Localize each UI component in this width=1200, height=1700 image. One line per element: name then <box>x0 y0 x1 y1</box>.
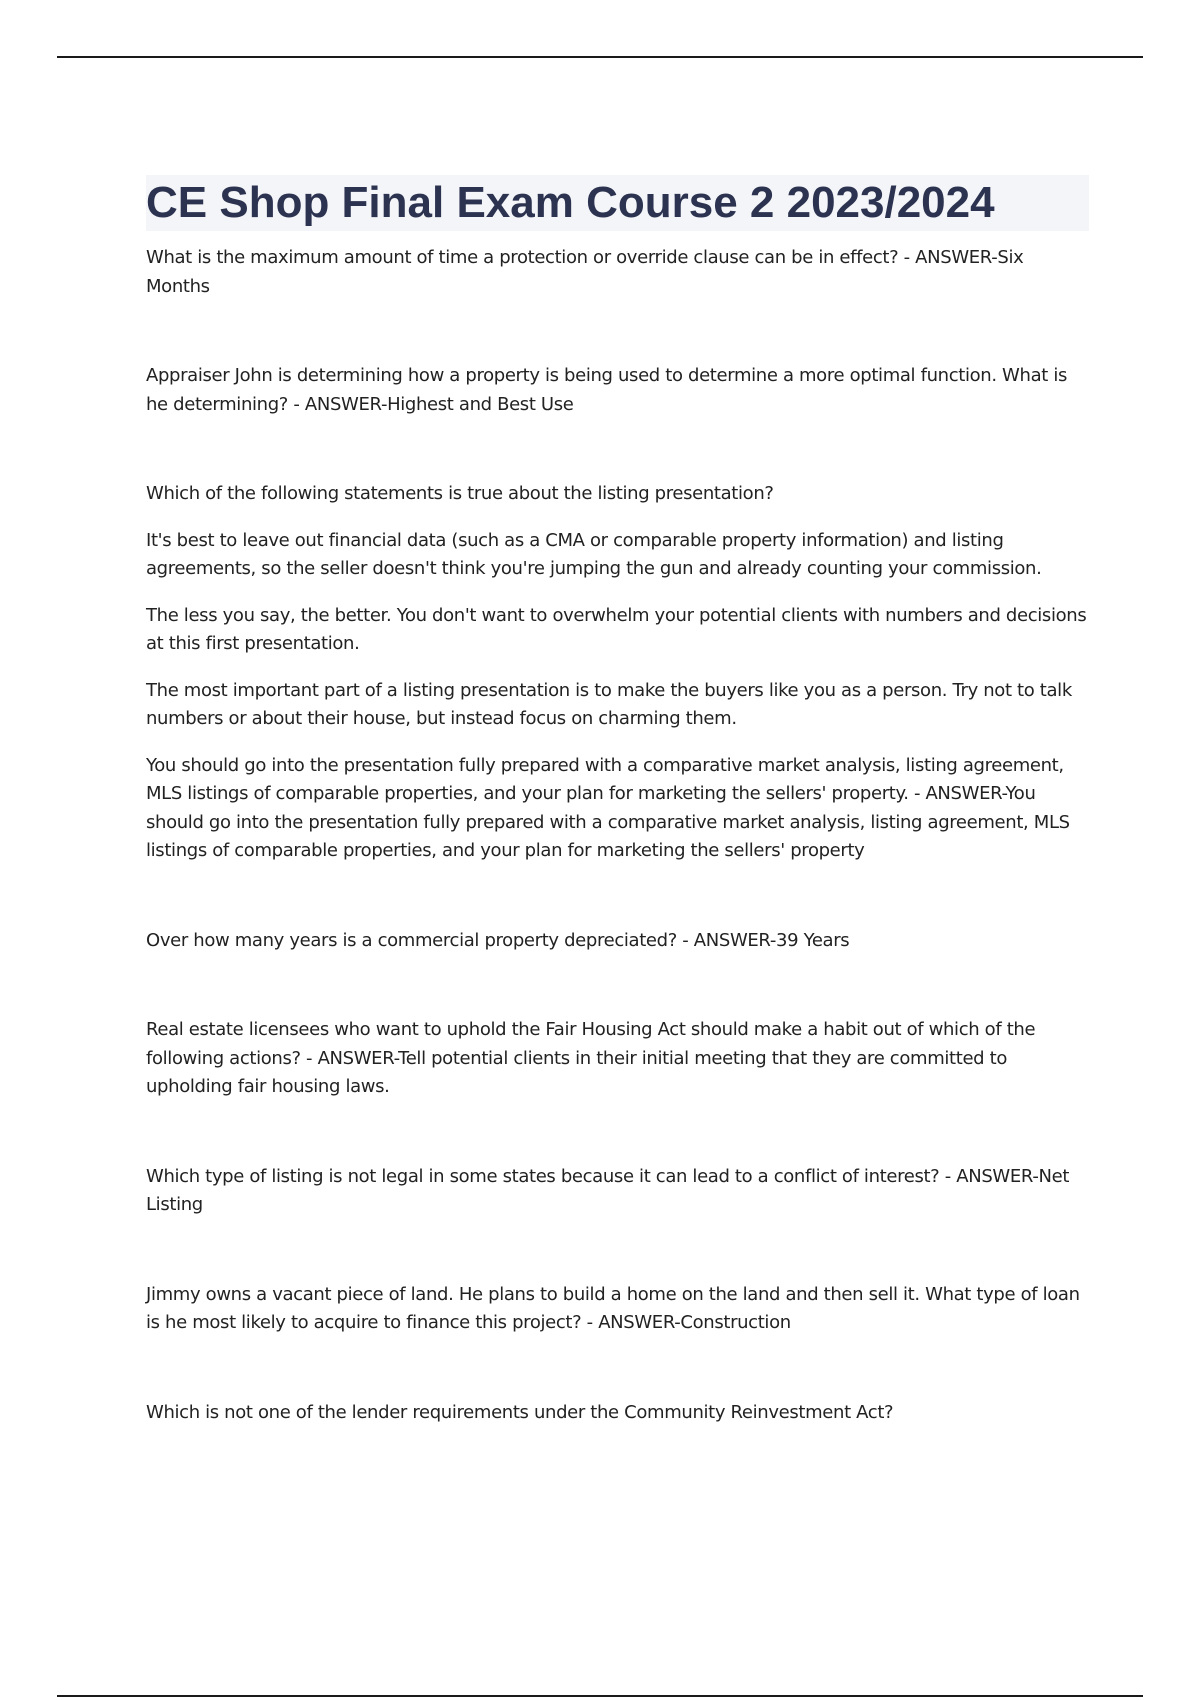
qa-option-1: It's best to leave out financial data (such as a CMA or comparable property information) and listing agreements, so the seller doesn't think you're jumping the gun and already counting your commission. <box>146 529 1042 579</box>
qa-item-4 <box>146 927 1089 956</box>
bottom-divider <box>57 1695 1143 1697</box>
qa-text: Which type of listing is not legal in some states because it can lead to a conflict of interest? - ANSWER-Net Listing <box>146 1165 1070 1215</box>
qa-item-3 <box>146 480 1089 866</box>
qa-option-2: The less you say, the better. You don't want to overwhelm your potential clients with numbers and decisions at this first presentation. <box>146 604 1087 654</box>
qa-text: Which is not one of the lender requirements under the Community Reinvestment Act? <box>146 1401 894 1423</box>
qa-question: Which of the following statements is true about the listing presentation? <box>146 483 774 504</box>
qa-text: Real estate licensees who want to uphold the Fair Housing Act should make a habit out of which of the following actions? - ANSWER-Tell potential clients in their initial meeting that they are committed to upholding fair housing laws. <box>146 1019 1036 1097</box>
qa-option-3: The most important part of a listing presentation is to make the buyers like you as a person. Try not to talk numbers or about their house, but instead focus on charming them. <box>146 679 1072 729</box>
top-divider <box>57 56 1143 58</box>
qa-text: Over how many years is a commercial property depreciated? - ANSWER-39 Years <box>146 929 850 951</box>
qa-item-8 <box>146 1399 1089 1428</box>
qa-item-7 <box>146 1281 1089 1338</box>
qa-text: Jimmy owns a vacant piece of land. He plans to build a home on the land and then sell it. What type of loan is he most likely to acquire to finance this project? - ANSWER-Construction <box>146 1283 1080 1333</box>
qa-item-5 <box>146 1016 1089 1102</box>
page-title: CE Shop Final Exam Course 2 2023/2024 <box>146 175 1089 231</box>
qa-option-4-answer: You should go into the presentation fully prepared with a comparative market analysis, listing agreement, MLS listings of comparable properties, and your plan for marketing the sellers' property. - ANSWER-You should go into the presentation fully prepared with a comparative market analysis, listing agreement, MLS listings of comparable properties, and your plan for marketing the sellers' property <box>146 754 1070 861</box>
qa-item-6 <box>146 1163 1089 1220</box>
qa-item-1 <box>146 244 1089 301</box>
qa-text: What is the maximum amount of time a protection or override clause can be in effect? - ANSWER-Six Months <box>146 247 1024 297</box>
document-body <box>146 244 1089 1427</box>
qa-item-2 <box>146 362 1089 419</box>
qa-text: Appraiser John is determining how a property is being used to determine a more optimal function. What is he determining? - ANSWER-Highest and Best Use <box>146 365 1068 415</box>
